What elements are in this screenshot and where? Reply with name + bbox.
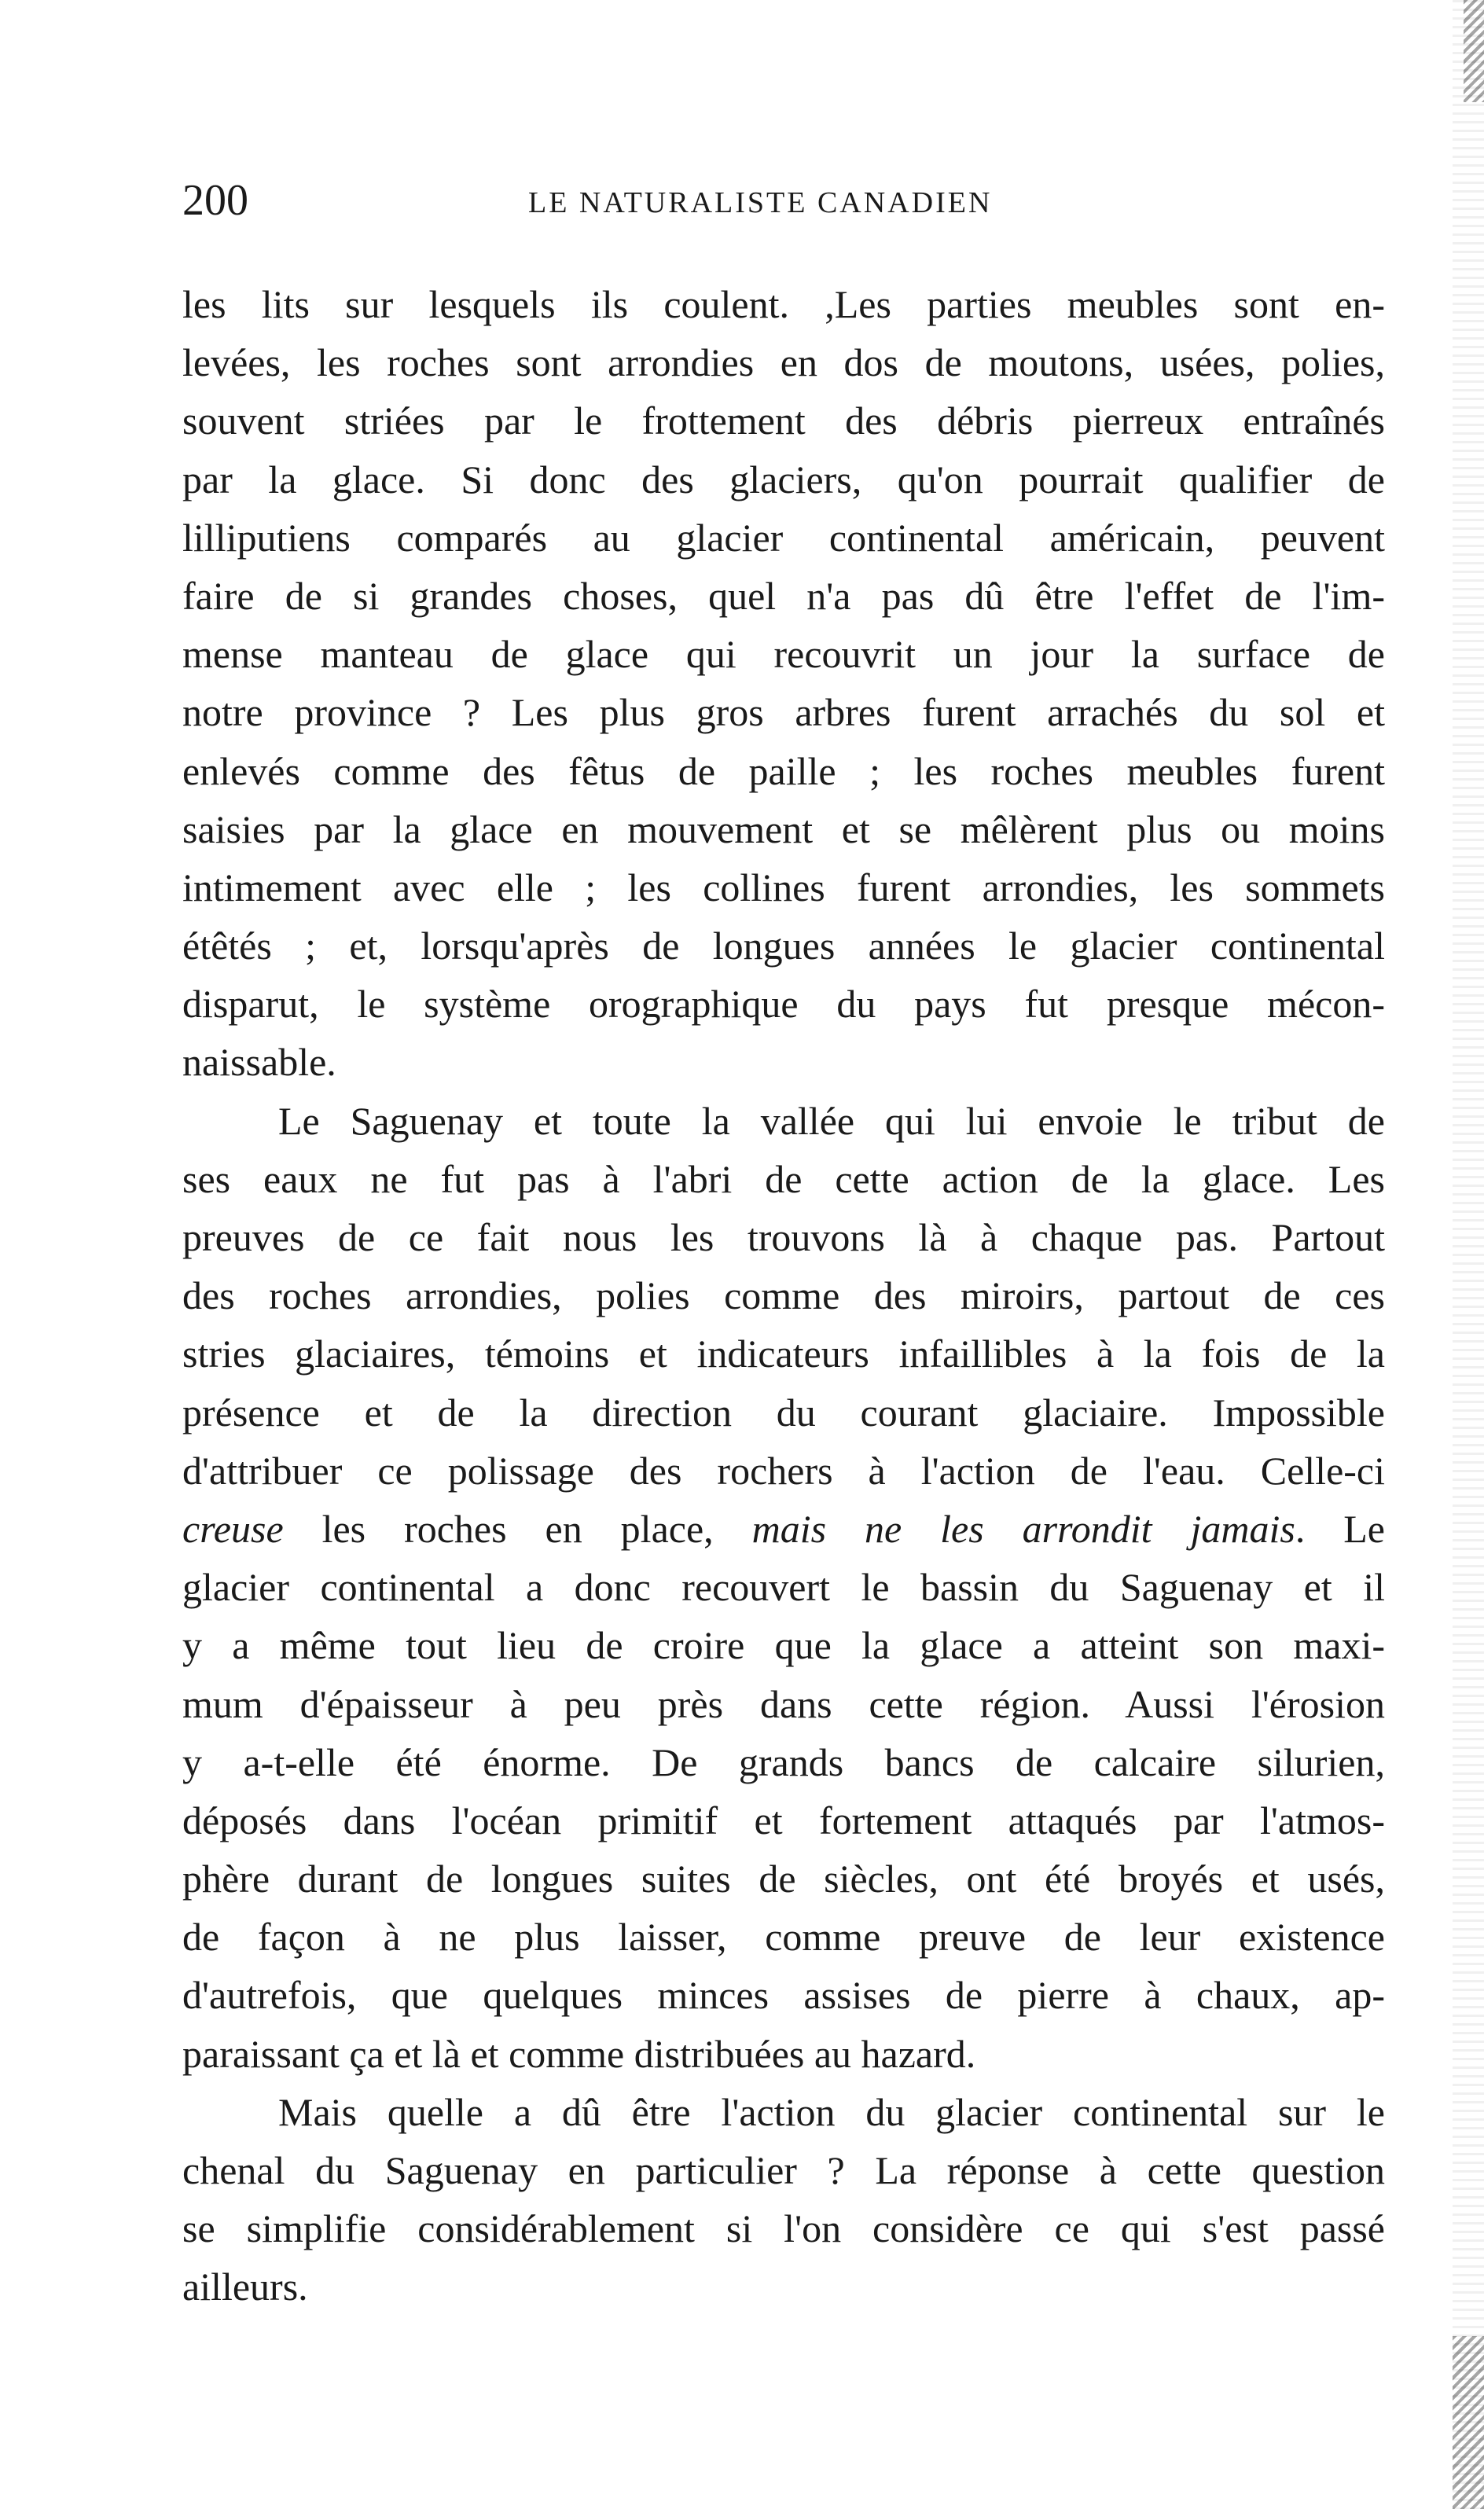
paragraph-2 — [182, 1092, 1385, 2083]
text-line: faire de si grandes choses, quel n'a pas dû être l'effet de l'im- — [182, 573, 1385, 618]
text-line: lilliputiens comparés au glacier continental américain, peuvent — [182, 515, 1385, 560]
text-line: mense manteau de glace qui recouvrit un jour la surface de — [182, 632, 1385, 677]
text-line: paraissant ça et là et comme distribuées au hazard. — [182, 2031, 976, 2076]
text-line: saisies par la glace en mouvement et se mêlèrent plus ou moins — [182, 806, 1385, 851]
text-line: d'autrefois, que quelques minces assises de pierre à chaux, ap- — [182, 1973, 1385, 2018]
text-line-with-italics — [182, 1500, 1385, 1558]
body-text — [182, 275, 1385, 2316]
page-number: 200 — [182, 176, 248, 225]
text-line: intimement avec elle ; les collines furent arrondies, les sommets — [182, 865, 1385, 909]
page-header — [182, 169, 1385, 232]
text-line: mum d'épaisseur à peu près dans cette région. Aussi l'érosion — [182, 1681, 1385, 1726]
text-line: souvent striées par le frottement des débris pierreux entraînés — [182, 399, 1385, 443]
scan-edge-speckle — [1453, 0, 1484, 2509]
text-line: glacier continental a donc recouvert le bassin du Saguenay et il — [182, 1565, 1385, 1610]
text-line: étêtés ; et, lorsqu'après de longues années le glacier continental — [182, 924, 1385, 968]
text-line: des roches arrondies, polies comme des miroirs, partout de ces — [182, 1273, 1385, 1318]
text-line: disparut, le système orographique du pays fut presque mécon- — [182, 982, 1385, 1027]
plain-text: . Le — [1295, 1506, 1385, 1551]
text-line: Le Saguenay et toute la vallée qui lui envoie le tribut de — [278, 1098, 1385, 1143]
text-line: ailleurs. — [182, 2265, 308, 2309]
text-line: notre province ? Les plus gros arbres furent arrachés du sol et — [182, 690, 1385, 735]
text-line: y a même tout lieu de croire que la glace a atteint son maxi- — [182, 1623, 1385, 1668]
text-line: chenal du Saguenay en particulier ? La réponse à cette question — [182, 2148, 1385, 2192]
text-line: stries glaciaires, témoins et indicateurs infaillibles à la fois de la — [182, 1332, 1385, 1376]
paragraph-3 — [182, 2083, 1385, 2316]
text-line: déposés dans l'océan primitif et fortement attaqués par l'atmos- — [182, 1798, 1385, 1842]
text-line: y a-t-elle été énorme. De grands bancs de calcaire silurien, — [182, 1739, 1385, 1784]
text-line: de façon à ne plus laisser, comme preuve de leur existence — [182, 1915, 1385, 1960]
text-line: les lits sur lesquels ils coulent. ,Les parties meubles sont en- — [182, 282, 1385, 326]
text-line: ses eaux ne fut pas à l'abri de cette action de la glace. Les — [182, 1156, 1385, 1201]
text-line: par la glace. Si donc des glaciers, qu'on pourrait qualifier de — [182, 457, 1385, 501]
text-line: naissable. — [182, 1040, 336, 1085]
italic-word: creuse — [182, 1506, 284, 1551]
scan-edge-mark-bottom — [1453, 2336, 1484, 2509]
plain-text: les roches en place, — [283, 1506, 752, 1551]
text-line: phère durant de longues suites de siècles, ont été broyés et usés, — [182, 1857, 1385, 1901]
text-line: se simplifie considérablement si l'on considère ce qui s'est passé — [182, 2206, 1385, 2251]
text-line: d'attribuer ce polissage des rochers à l'action de l'eau. Celle-ci — [182, 1448, 1385, 1493]
running-title: LE NATURALISTE CANADIEN — [528, 186, 993, 219]
text-line: Mais quelle a dû être l'action du glacier continental sur le — [278, 2089, 1385, 2134]
text-line: enlevés comme des fêtus de paille ; les roches meubles furent — [182, 748, 1385, 793]
text-line: présence et de la direction du courant glaciaire. Impossible — [182, 1390, 1385, 1435]
italic-phrase: mais ne les arrondit jamais — [751, 1506, 1295, 1551]
text-line: levées, les roches sont arrondies en dos de moutons, usées, polies, — [182, 340, 1385, 385]
text-line: preuves de ce fait nous les trouvons là à chaque pas. Partout — [182, 1215, 1385, 1259]
paragraph-1 — [182, 275, 1385, 1092]
